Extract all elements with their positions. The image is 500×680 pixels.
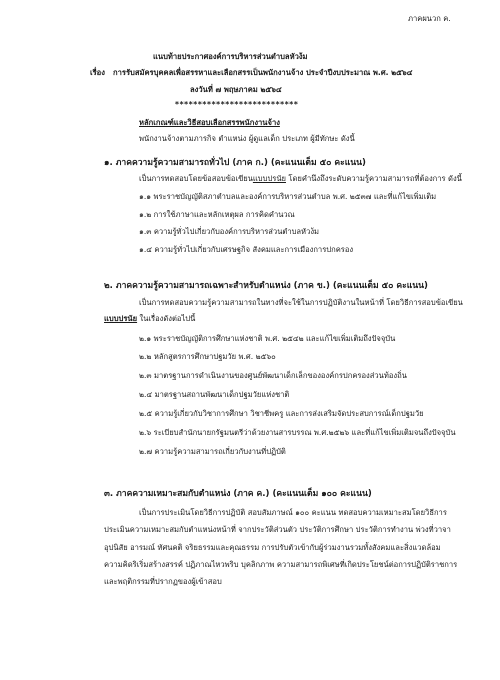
section2-intro-underlined: แบบปรนัย (104, 314, 138, 323)
section2-item: ๒.๗ ความรู้ความสามารถเกี่ยวกับงานที่ปฏิบัติ (139, 447, 286, 456)
section3-line: ความคิดริเริ่มสร้างสรรค์ ปฏิภาณไหวพริบ บุคลิกภาพ ความสามารถพิเศษที่เกิดประโยชน์ต่อการปฏิบัติราชการ (104, 560, 458, 569)
section1-item: ๑.๒ การใช้ภาษาและหลักเหตุผล การคิดคำนวณ (139, 210, 295, 219)
separator-stars: *************************** (175, 100, 299, 109)
subject-prefix: เรื่อง (90, 68, 105, 77)
section3-line: ประเมินความเหมาะสมกับตำแหน่งหน้าที่ จากประวัติส่วนตัว ประวัติการศึกษา ประวัติการทำงาน พ่วงที่วาจา (104, 525, 451, 534)
position-line: พนักงานจ้างตามภารกิจ ตำแหน่ง ผู้ดูแลเด็ก ประเภท ผู้มีทักษะ ดังนี้ (139, 134, 355, 143)
header-title: แนบท้ายประกาศองค์การบริหารส่วนตำบลหัวง้ม (153, 52, 308, 61)
section1-item: ๑.๑ พระราชบัญญัติสภาตำบลและองค์การบริหารส่วนตำบล พ.ศ. ๒๕๓๗ และที่แก้ไขเพิ่มเติม (139, 192, 437, 201)
criteria-title: หลักเกณฑ์และวิธีสอบเลือกสรรพนักงานจ้าง (139, 118, 280, 127)
section1-title: ๑. ภาคความรู้ความสามารถทั่วไป (ภาค ก.) (คะแนนเต็ม ๕๐ คะแนน) (104, 158, 366, 168)
section2-item: ๒.๕ ความรู้เกี่ยวกับวิชาการศึกษา วิชาชีพครู และการส่งเสริมจัดประสบการณ์เด็กปฐมวัย (139, 409, 424, 418)
section1-intro-a: เป็นการทดสอบโดยข้อสอบข้อเขียน (139, 174, 253, 183)
section2-item: ๒.๒ หลักสูตรการศึกษาปฐมวัย พ.ศ. ๒๕๖๐ (139, 352, 276, 361)
section2-intro-line2 (104, 314, 195, 324)
section2-item: ๒.๓ มาตรฐานการดำเนินงานของศูนย์พัฒนาเด็กเล็กขององค์กรปกครองส่วนท้องถิ่น (139, 371, 407, 380)
section1-intro (139, 174, 462, 184)
section2-item: ๒.๔ มาตรฐานสถานพัฒนาเด็กปฐมวัยแห่งชาติ (139, 390, 290, 399)
section1-intro-b: โดยคำนึงถึงระดับความรู้ความสามารถที่ต้องการ ดังนี้ (285, 174, 462, 183)
section2-item: ๒.๖ ระเบียบสำนักนายกรัฐมนตรีว่าด้วยงานสารบรรณ พ.ศ.๒๕๒๖ และที่แก้ไขเพิ่มเติมจนถึงปัจจุบัน (139, 428, 456, 437)
subject-text: การรับสมัครบุคคลเพื่อสรรหาและเลือกสรรเป็นพนักงานจ้าง ประจำปีงบประมาณ พ.ศ. ๒๕๖๔ (113, 68, 413, 77)
section1-intro-underlined: แบบปรนัย (252, 174, 286, 183)
section2-title: ๒. ภาคความรู้ความสามารถเฉพาะสำหรับตำแหน่ง (ภาค ข.) (คะแนนเต็ม ๕๐ คะแนน) (104, 281, 428, 291)
section3-title: ๓. ภาคความเหมาะสมกับตำแหน่ง (ภาค ค.) (คะแนนเต็ม ๑๐๐ คะแนน) (104, 489, 372, 499)
annex-label: ภาคผนวก ค. (408, 14, 451, 23)
section2-item: ๒.๑ พระราชบัญญัติการศึกษาแห่งชาติ พ.ศ. ๒๕๔๒ และแก้ไขเพิ่มเติมถึงปัจจุบัน (139, 334, 396, 343)
section2-intro-rest: ในเรื่องดังต่อไปนี้ (137, 314, 196, 323)
section3-line: และพฤติกรรมที่ปรากฏของผู้เข้าสอบ (104, 577, 222, 586)
section1-item: ๑.๓ ความรู้ทั่วไปเกี่ยวกับองค์การบริหารส่วนตำบลหัวง้ม (139, 227, 320, 236)
section1-item: ๑.๔ ความรู้ทั่วไปเกี่ยวกับเศรษฐกิจ สังคมและการเมืองการปกครอง (139, 245, 354, 254)
section3-line: เป็นการประเมินโดยวิธีการปฏิบัติ สอบสัมภาษณ์ ๑๐๐ คะแนน ทดสอบความเหมาะสมโดยวิธีการ (139, 508, 447, 517)
date-line: ลงวันที่ ๗ พฤษภาคม ๒๕๖๔ (190, 85, 282, 94)
section3-line: อุปนิสัย อารมณ์ ทัศนคติ จริยธรรมและคุณธรรม การปรับตัวเข้ากับผู้ร่วมงานรวมทั้งสังคมและสิ่งแวดล้อม (104, 543, 441, 552)
section2-intro-line1: เป็นการทดสอบความรู้ความสามารถในทางที่จะใช้ในการปฏิบัติงานในหน้าที่ โดยวิธีการสอบข้อเขียน (139, 298, 463, 307)
